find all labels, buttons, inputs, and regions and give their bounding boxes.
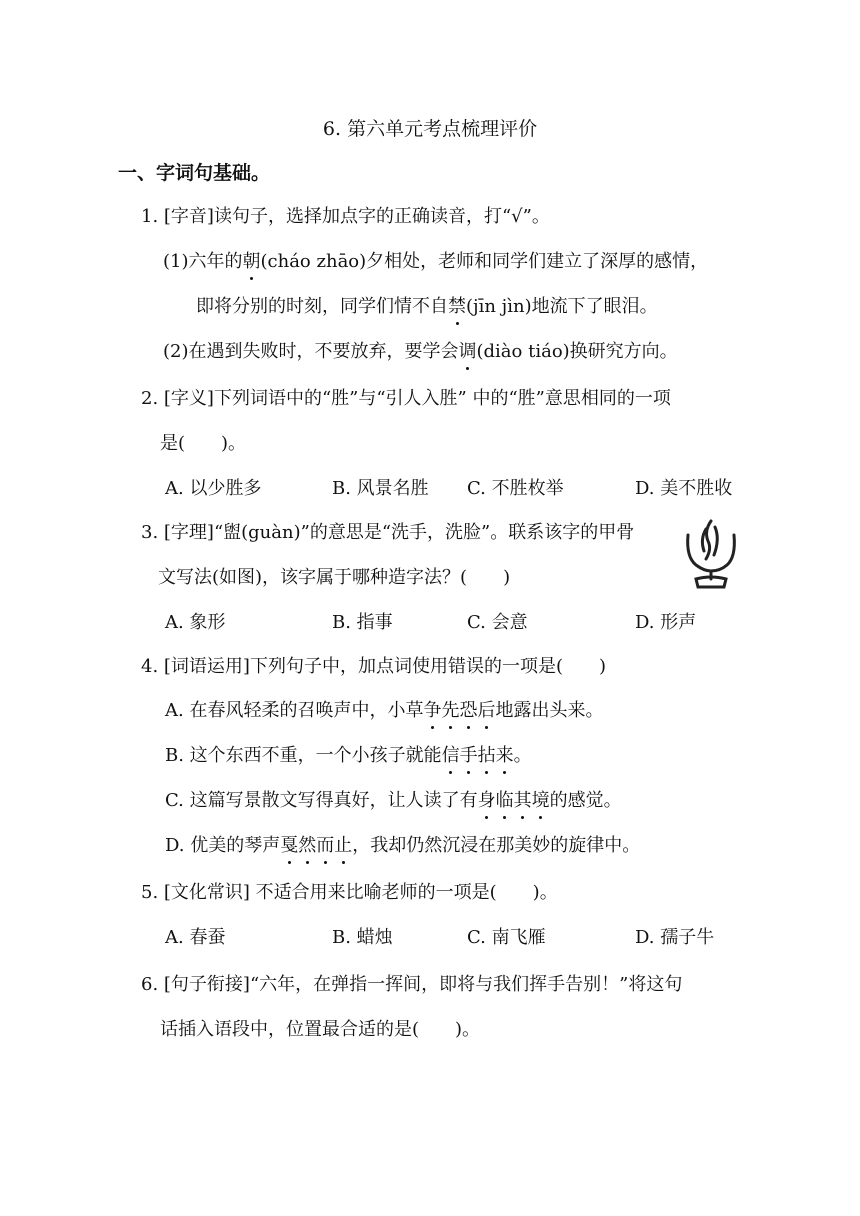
q2-option-d: D. 美不胜收 bbox=[635, 478, 733, 499]
q1-s1b-pre: 即将分别的时刻，同学们情不自 bbox=[196, 296, 448, 317]
q1-sentence2 bbox=[163, 339, 678, 365]
dotted-char: 先 bbox=[441, 698, 459, 724]
page-title: 6. 第六单元考点梳理评价 bbox=[322, 118, 538, 140]
q2-option-b: B. 风景名胜 bbox=[332, 478, 429, 499]
q4-b-dotted-word bbox=[442, 745, 514, 766]
q5-option-c: C. 南飞雁 bbox=[467, 927, 546, 948]
dotted-char: 来 bbox=[496, 743, 514, 769]
q3-option-c: C. 会意 bbox=[467, 612, 528, 633]
q1-sentence1 bbox=[163, 249, 708, 275]
q1-s2-dotted-char: 调 bbox=[459, 339, 477, 365]
q5-option-a: A. 春蚕 bbox=[165, 927, 226, 948]
section-heading: 一、字词句基础。 bbox=[118, 162, 271, 184]
dotted-char: 其 bbox=[514, 788, 532, 814]
dotted-char: 信 bbox=[442, 743, 460, 769]
q1-s2-pre: (2)在遇到失败时，不要放弃，要学会 bbox=[163, 341, 459, 362]
q4-a-post: 地露出头来。 bbox=[495, 700, 604, 721]
q2-option-a: A. 以少胜多 bbox=[165, 478, 262, 499]
dotted-char: 然 bbox=[298, 833, 316, 859]
dotted-char: 争 bbox=[423, 698, 441, 724]
q2-option-c: C. 不胜枚举 bbox=[467, 478, 564, 499]
q4-b-pre: B. 这个东西不重，一个小孩子就能 bbox=[165, 745, 442, 766]
q4-d-post: ，我却仍然沉浸在那美妙的旋律中。 bbox=[352, 835, 641, 856]
q4-d-pre: D. 优美的琴声 bbox=[165, 835, 281, 856]
q1-s1-dotted-char: 朝 bbox=[243, 249, 261, 275]
q1-s1-post: (cháo zhāo)夕相处，老师和同学们建立了深厚的感情， bbox=[260, 251, 709, 272]
q4-option-d bbox=[165, 833, 640, 859]
q1-sentence1-cont bbox=[196, 294, 658, 320]
q2-stem-line2: 是( )。 bbox=[160, 433, 247, 454]
q4-stem: 4. [词语运用]下列句子中，加点词使用错误的一项是( ) bbox=[141, 656, 606, 677]
q4-a-dotted-word bbox=[423, 700, 495, 721]
dotted-char: 止 bbox=[334, 833, 352, 859]
dotted-char: 后 bbox=[477, 698, 495, 724]
dotted-char: 手 bbox=[460, 743, 478, 769]
dotted-char: 而 bbox=[316, 833, 334, 859]
q4-option-c bbox=[165, 788, 622, 814]
q4-c-post: 的感觉。 bbox=[549, 790, 622, 811]
q3-option-d: D. 形声 bbox=[635, 612, 697, 633]
q1-s2-post: (diào tiáo)换研究方向。 bbox=[476, 341, 678, 362]
q3-option-b: B. 指事 bbox=[332, 612, 393, 633]
q4-c-dotted-word bbox=[478, 790, 550, 811]
dotted-char: 临 bbox=[496, 788, 514, 814]
q4-c-pre: C. 这篇写景散文写得真好，让人读了有 bbox=[165, 790, 478, 811]
q2-stem-line1: 2. [字义]下列词语中的“胜”与“引人入胜” 中的“胜”意思相同的一项 bbox=[141, 388, 671, 409]
q1-s1b-dotted-char: 禁 bbox=[448, 294, 466, 320]
q5-stem: 5. [文化常识] 不适合用来比喻老师的一项是( )。 bbox=[141, 882, 558, 903]
q1-s1b-post: (jīn jìn)地流下了眼泪。 bbox=[466, 296, 658, 317]
q1-stem: 1. [字音]读句子，选择加点字的正确读音，打“√”。 bbox=[141, 206, 550, 227]
q4-option-a bbox=[165, 698, 603, 724]
q4-a-pre: A. 在春风轻柔的召唤声中，小草 bbox=[165, 700, 424, 721]
q5-option-b: B. 蜡烛 bbox=[332, 927, 393, 948]
q4-b-post: 。 bbox=[513, 745, 532, 766]
dotted-char: 戛 bbox=[280, 833, 298, 859]
q3-stem-line1: 3. [字理]“盥(guàn)”的意思是“洗手，洗脸”。联系该字的甲骨 bbox=[141, 522, 635, 543]
dotted-char: 境 bbox=[532, 788, 550, 814]
q4-option-b bbox=[165, 743, 532, 769]
dotted-char: 拈 bbox=[478, 743, 496, 769]
q5-option-d: D. 孺子牛 bbox=[635, 927, 715, 948]
dotted-char: 恐 bbox=[459, 698, 477, 724]
q4-d-dotted-word bbox=[280, 835, 352, 856]
q1-s1-pre: (1)六年的 bbox=[163, 251, 243, 272]
q6-stem-line2: 话插入语段中，位置最合适的是( )。 bbox=[160, 1019, 481, 1040]
q3-stem-line2: 文写法(如图)，该字属于哪种造字法？( ) bbox=[158, 567, 511, 588]
dotted-char: 身 bbox=[478, 788, 496, 814]
q3-option-a: A. 象形 bbox=[165, 612, 226, 633]
oracle-bone-guan-figure bbox=[682, 515, 740, 595]
q6-stem-line1: 6. [句子衔接]“六年，在弹指一挥间，即将与我们挥手告别！”将这句 bbox=[141, 974, 683, 995]
